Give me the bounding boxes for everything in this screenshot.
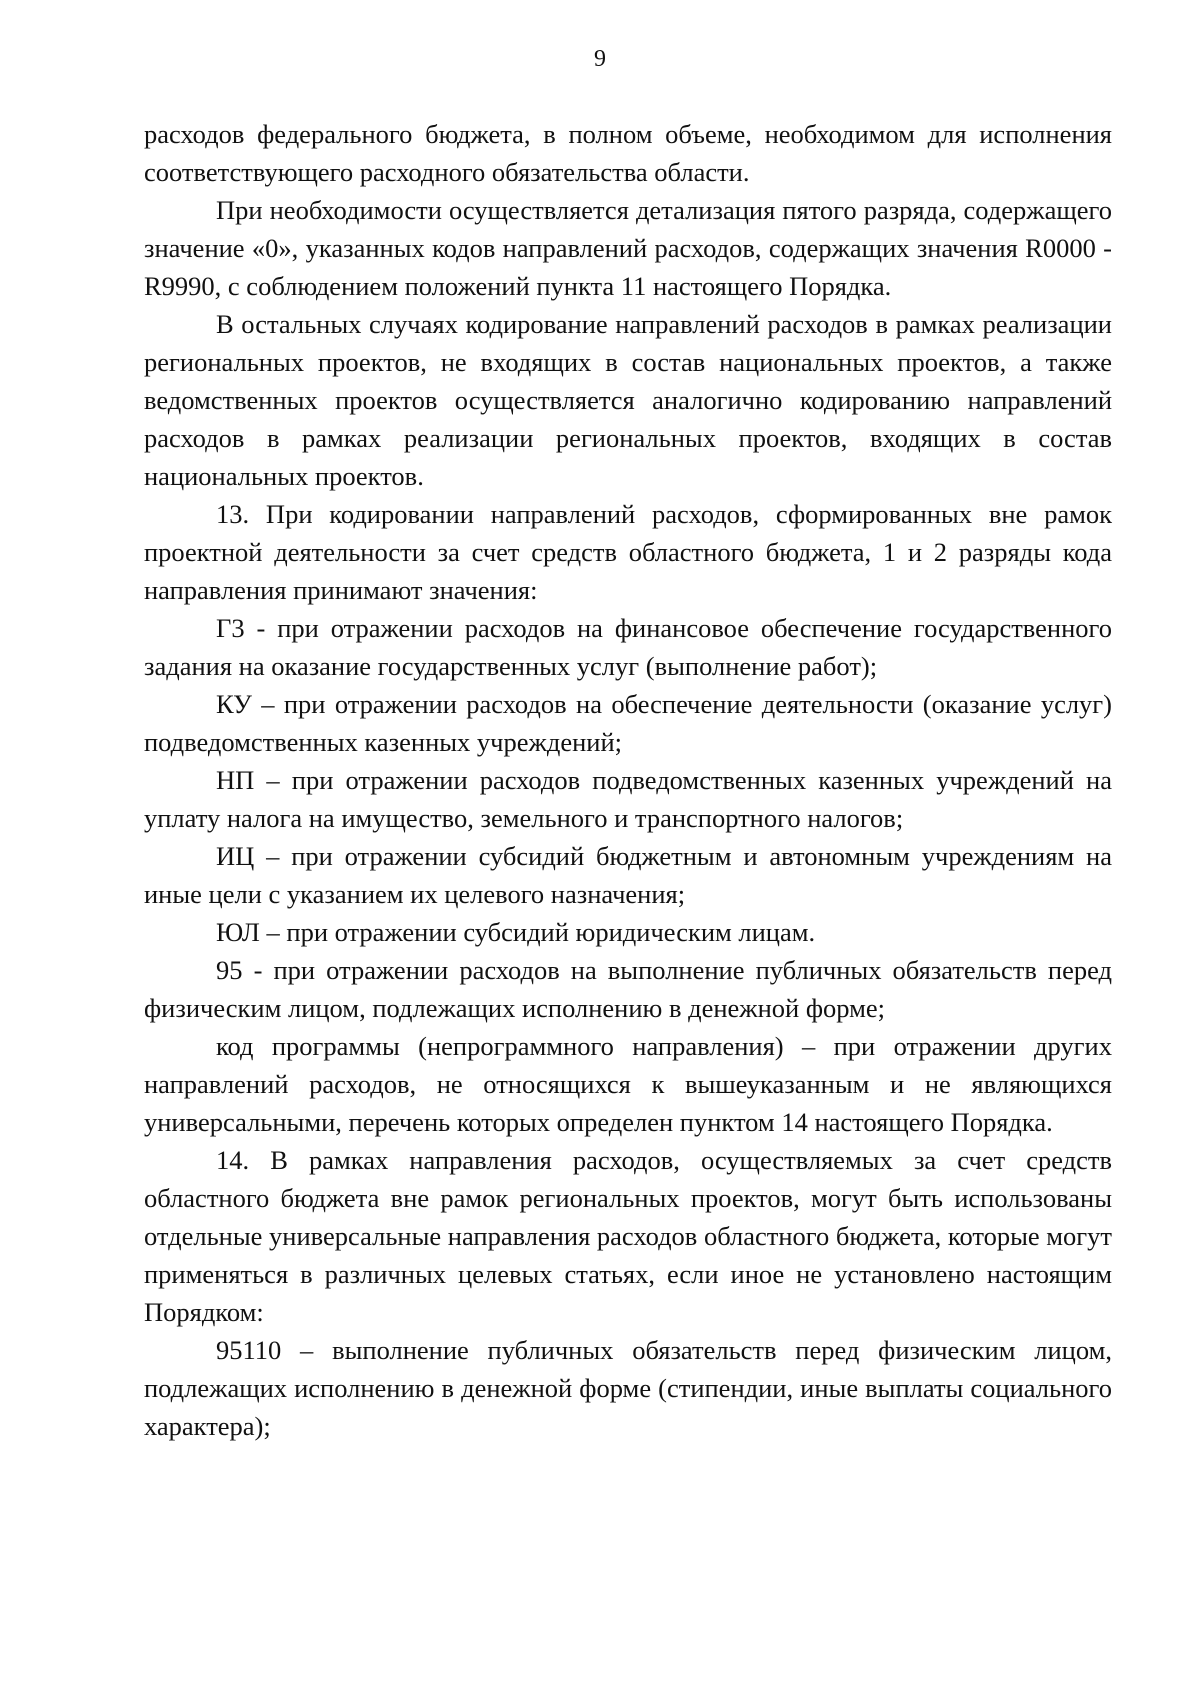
paragraph-code-95: 95 - при отражении расходов на выполнение публичных обязательств перед физическим лицом, подлежащих исполнению в денежной форме; xyxy=(144,955,1112,1023)
document-body xyxy=(144,115,1112,1445)
paragraph-code-yul: ЮЛ – при отражении субсидий юридическим лицам. xyxy=(216,917,816,947)
paragraph-code-np: НП – при отражении расходов подведомственных казенных учреждений на уплату налога на имущество, земельного и транспортного налогов; xyxy=(144,765,1112,833)
paragraph-code-ic: ИЦ – при отражении субсидий бюджетным и автономным учреждениям на иные цели с указанием их целевого назначения; xyxy=(144,841,1112,909)
page-number: 9 xyxy=(594,46,606,72)
paragraph-item-13: 13. При кодировании направлений расходов, сформированных вне рамок проектной деятельности за счет средств областного бюджета, 1 и 2 разряды кода направления принимают значения: xyxy=(144,499,1112,605)
paragraph-code-ku: КУ – при отражении расходов на обеспечение деятельности (оказание услуг) подведомственных казенных учреждений; xyxy=(144,689,1112,757)
paragraph-program-code: код программы (непрограммного направления) – при отражении других направлений расходов, не относящихся к вышеуказанным и не являющихся универсальными, перечень которых определен пунктом 14 настоящего Порядка. xyxy=(144,1031,1112,1137)
paragraph-continuation: расходов федерального бюджета, в полном объеме, необходимом для исполнения соответствующего расходного обязательства области. xyxy=(144,119,1112,187)
paragraph-code-g3: Г3 - при отражении расходов на финансовое обеспечение государственного задания на оказание государственных услуг (выполнение работ); xyxy=(144,613,1112,681)
paragraph-detailing: При необходимости осуществляется детализация пятого разряда, содержащего значение «0», указанных кодов направлений расходов, содержащих значения R0000 - R9990, с соблюдением положений пункта 11 настоящего Порядка. xyxy=(144,195,1112,301)
paragraph-other-cases: В остальных случаях кодирование направлений расходов в рамках реализации региональных проектов, не входящих в состав национальных проектов, а также ведомственных проектов осуществляется аналогично кодированию направлений расходов в рамках реализации региональных проектов, входящих в состав национальных проектов. xyxy=(144,309,1112,491)
paragraph-code-95110: 95110 – выполнение публичных обязательств перед физическим лицом, подлежащих исполнению в денежной форме (стипендии, иные выплаты социального характера); xyxy=(144,1335,1112,1441)
paragraph-item-14: 14. В рамках направления расходов, осуществляемых за счет средств областного бюджета вне рамок региональных проектов, могут быть использованы отдельные универсальные направления расходов областного бюджета, которые могут применяться в различных целевых статьях, если иное не установлено настоящим Порядком: xyxy=(144,1145,1112,1327)
